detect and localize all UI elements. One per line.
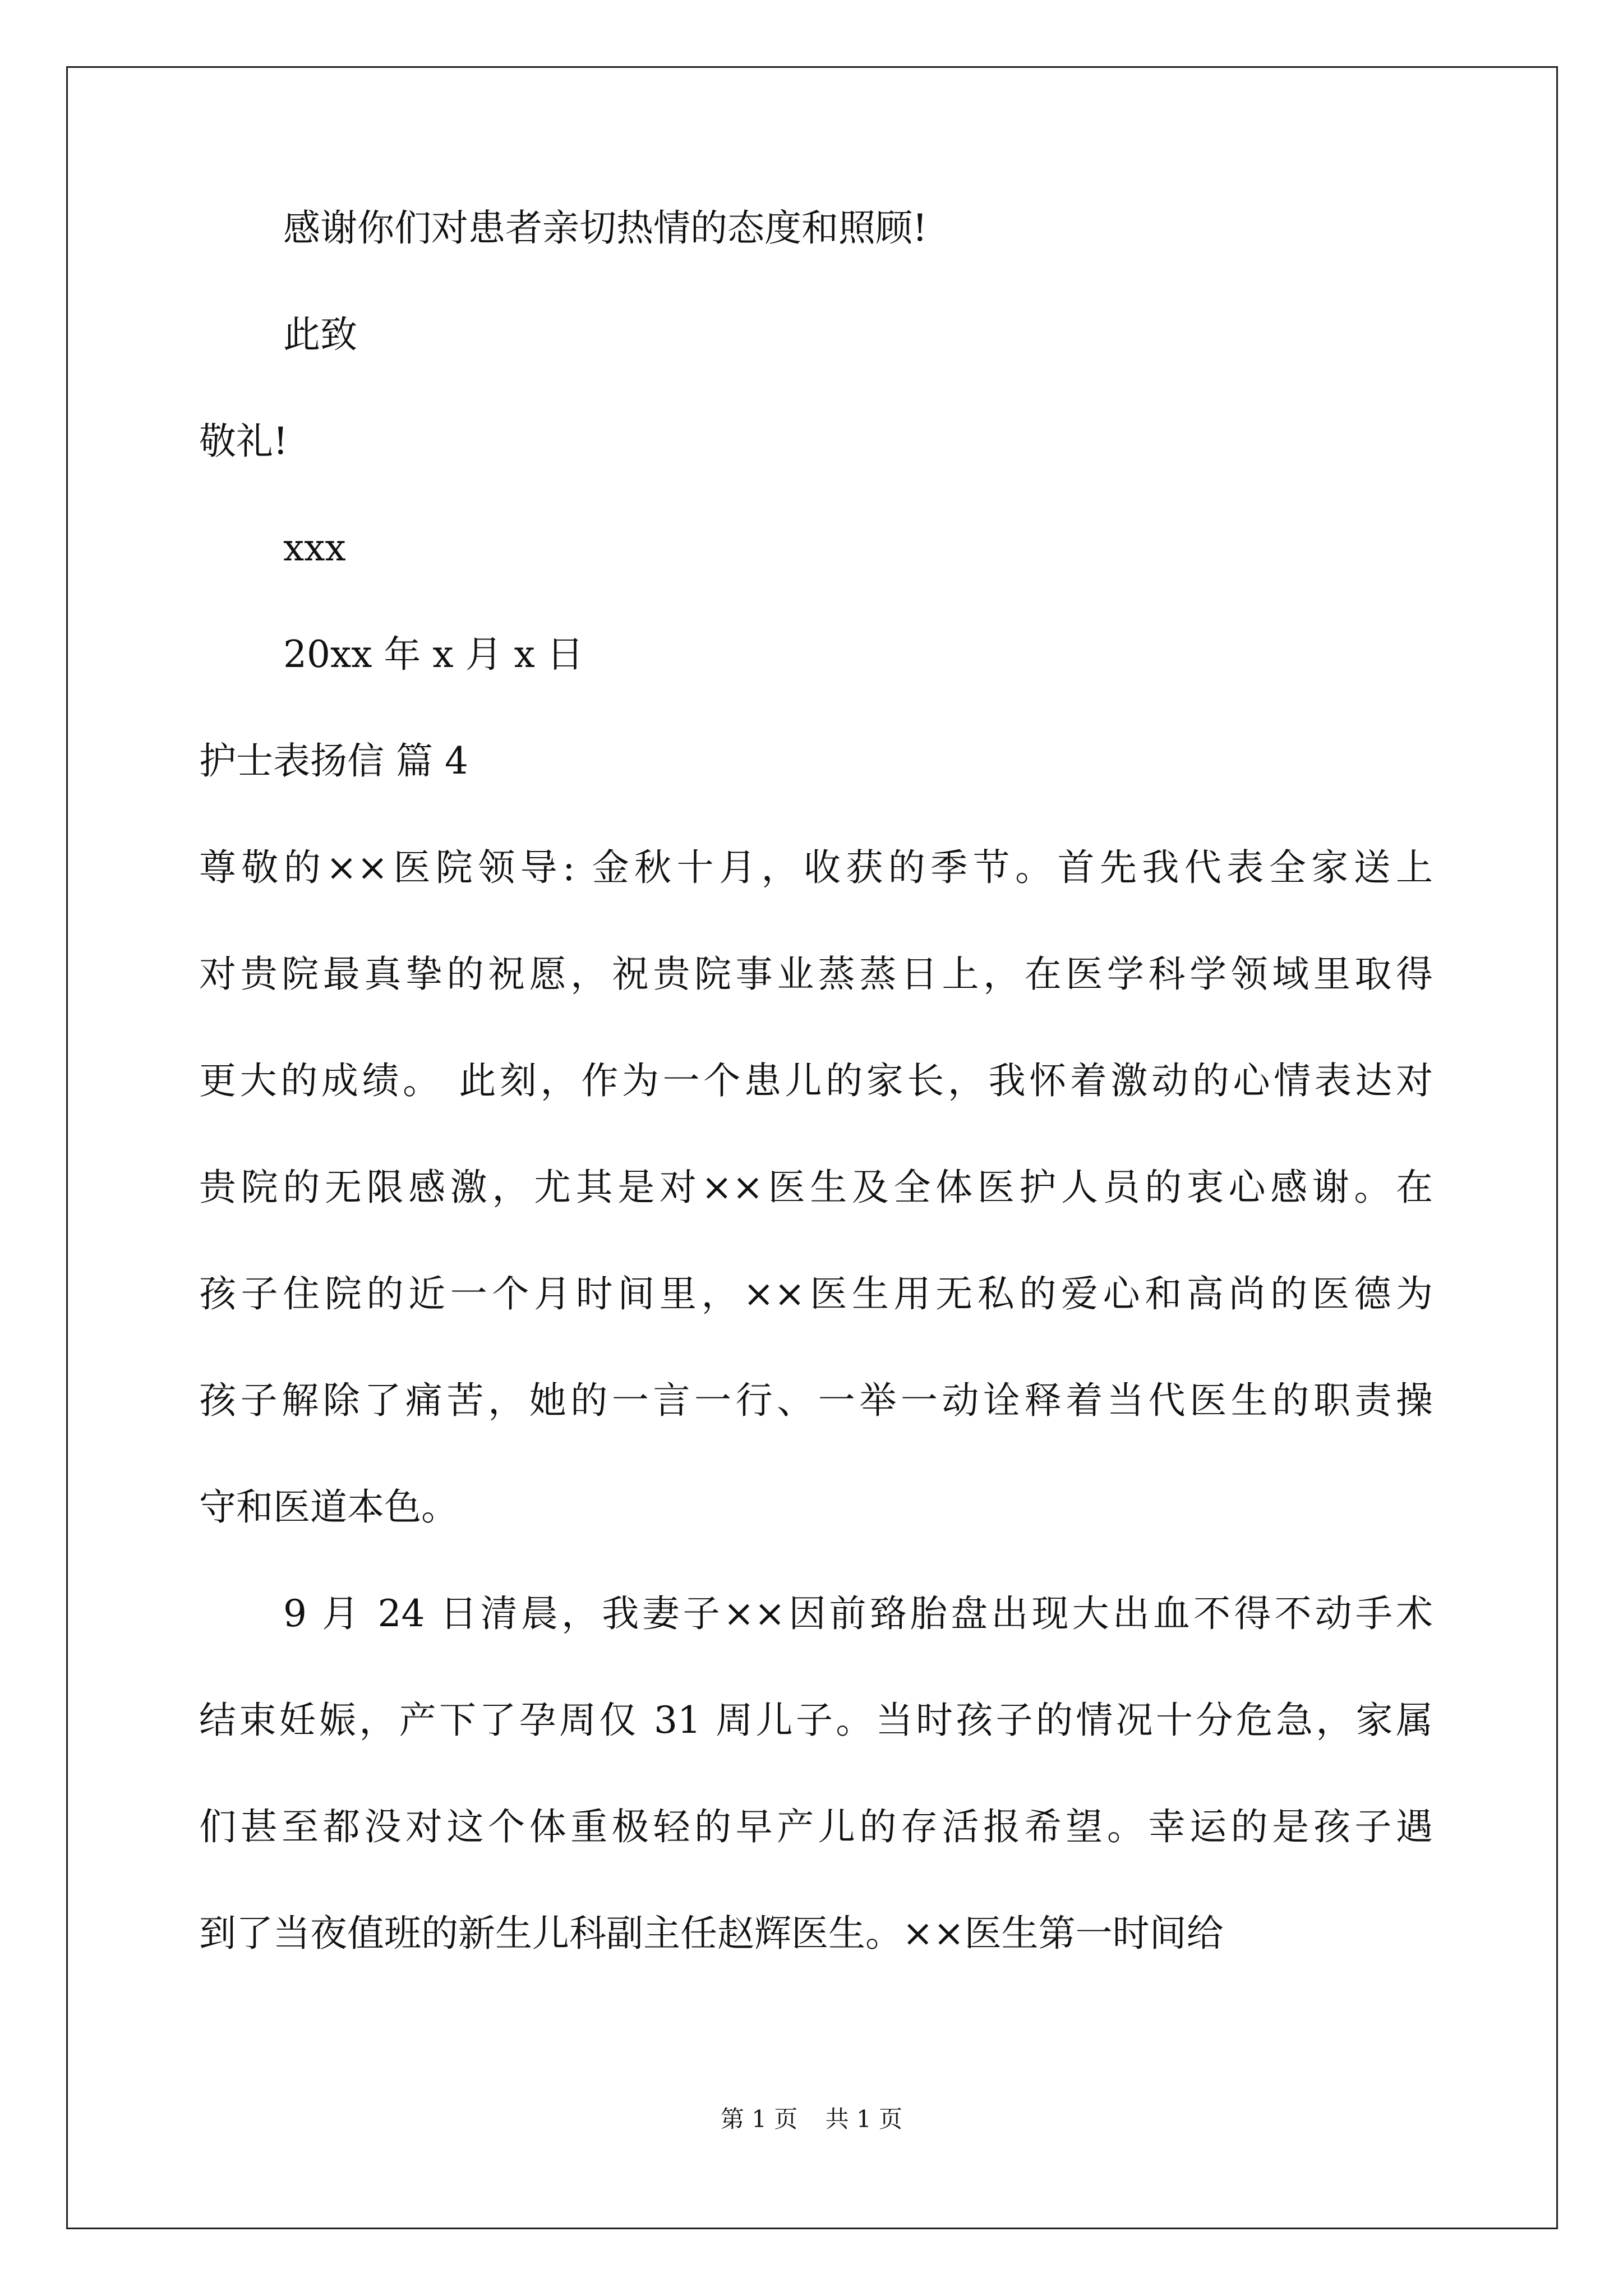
page-border [66,66,1558,2229]
paragraph-line: 孩子住院的近一个月时间里，××医生用无私的爱心和高尚的医德为 [199,1272,1433,1315]
paragraph-line: 9 月 24 日清晨，我妻子××因前臵胎盘出现大出血不得不动手术 [283,1592,1433,1635]
paragraph-line: 对贵院最真挚的祝愿，祝贵院事业蒸蒸日上，在医学科学领域里取得 [199,953,1433,996]
paragraph-line: 们甚至都没对这个体重极轻的早产儿的存活报希望。幸运的是孩子遇 [199,1805,1433,1848]
section-heading: 护士表扬信 篇 4 [199,739,468,783]
closing-thanks-line: 感谢你们对患者亲切热情的态度和照顾! [283,206,928,250]
page-footer [0,2105,1623,2134]
salutation-jingli: 敬礼! [199,420,288,463]
signature-name: xxx [283,526,346,569]
page-number: 第 1 页 [720,2105,798,2133]
paragraph-line: 尊敬的××医院领导: 金秋十月，收获的季节。首先我代表全家送上 [199,846,1433,889]
paragraph-line: 更大的成绩。 此刻，作为一个患儿的家长，我怀着激动的心情表达对 [199,1059,1433,1102]
paragraph-line: 结束妊娠，产下了孕周仅 31 周儿子。当时孩子的情况十分危急，家属 [199,1699,1433,1742]
paragraph-line: 守和医道本色。 [199,1485,458,1529]
paragraph-line: 到了当夜值班的新生儿科副主任赵辉医生。××医生第一时间给 [199,1912,1224,1955]
paragraph-line: 贵院的无限感激，尤其是对××医生及全体医护人员的衷心感谢。在 [199,1166,1433,1209]
salutation-cizhi: 此致 [283,313,357,356]
page-total: 共 1 页 [825,2105,903,2133]
paragraph-line: 孩子解除了痛苦，她的一言一行、一举一动诠释着当代医生的职责操 [199,1379,1433,1422]
signature-date: 20xx 年 x 月 x 日 [283,633,584,676]
